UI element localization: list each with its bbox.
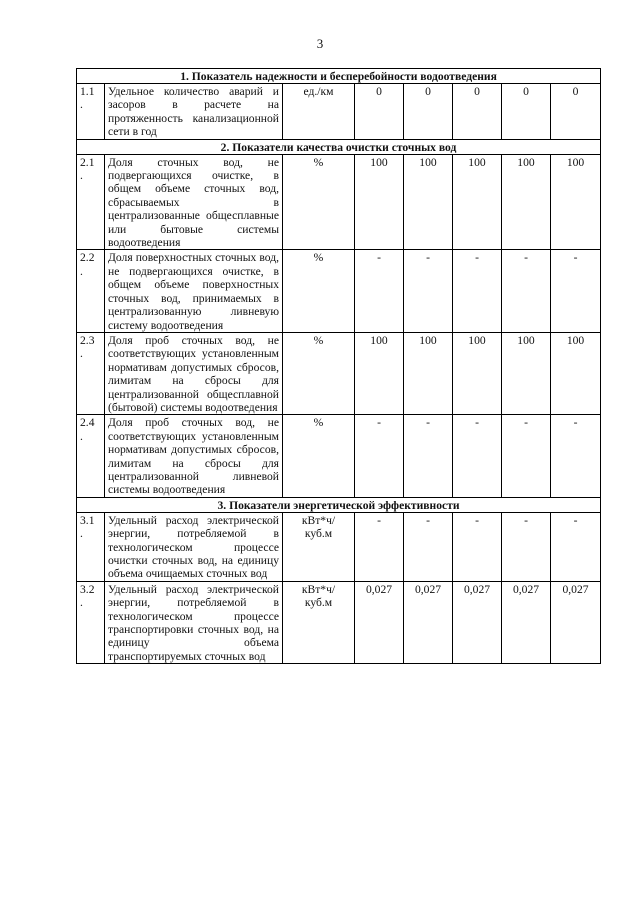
row-number: 2.3 .	[77, 332, 105, 414]
table-row	[77, 250, 601, 332]
row-value: 0,027	[404, 581, 453, 663]
row-number: 2.2 .	[77, 250, 105, 332]
row-value: -	[502, 512, 551, 581]
indicators-table	[76, 68, 601, 664]
row-description: Доля поверхностных сточных вод, не подвергающихся очистке, в общем объеме поверхностных сточных вод, принимаемых в централизованную ливневую систему водоотведения	[105, 250, 283, 332]
row-value: -	[404, 512, 453, 581]
table-row	[77, 415, 601, 497]
row-unit: %	[283, 250, 355, 332]
row-value: -	[551, 512, 601, 581]
row-description: Доля проб сточных вод, не соответствующих установленным нормативам допустимых сбросов, лимитам на сбросы для централизованной ливневой системы водоотведения	[105, 415, 283, 497]
table-row	[77, 581, 601, 663]
row-value: -	[551, 415, 601, 497]
row-number: 1.1 .	[77, 84, 105, 140]
row-value: -	[551, 250, 601, 332]
row-number: 3.2 .	[77, 581, 105, 663]
row-value: 100	[404, 154, 453, 250]
row-unit: %	[283, 415, 355, 497]
row-unit: кВт*ч/ куб.м	[283, 512, 355, 581]
row-unit: ед./км	[283, 84, 355, 140]
table-row	[77, 154, 601, 250]
row-value: 0	[551, 84, 601, 140]
section-header-row	[77, 497, 601, 512]
row-value: -	[453, 415, 502, 497]
row-value: 100	[551, 332, 601, 414]
row-value: 100	[551, 154, 601, 250]
row-value: 100	[502, 332, 551, 414]
row-value: 0,027	[453, 581, 502, 663]
table-row	[77, 512, 601, 581]
row-description: Удельный расход электрической энергии, потребляемой в технологическом процессе транспортировки сточных вод, на единицу объема транспортируемых сточных вод	[105, 581, 283, 663]
row-description: Удельный расход электрической энергии, потребляемой в технологическом процессе очистки сточных вод, на единицу объема очищаемых сточных вод	[105, 512, 283, 581]
table-row	[77, 84, 601, 140]
row-value: 0,027	[502, 581, 551, 663]
row-value: 0,027	[355, 581, 404, 663]
section-title: 3. Показатели энергетической эффективности	[77, 497, 601, 512]
row-value: 100	[502, 154, 551, 250]
row-number: 2.1 .	[77, 154, 105, 250]
section-header-row	[77, 139, 601, 154]
row-value: 0	[404, 84, 453, 140]
row-value: 0,027	[551, 581, 601, 663]
row-unit: кВт*ч/ куб.м	[283, 581, 355, 663]
row-value: -	[502, 250, 551, 332]
row-value: -	[404, 415, 453, 497]
section-title: 1. Показатель надежности и бесперебойности водоотведения	[77, 69, 601, 84]
row-value: 100	[453, 154, 502, 250]
row-value: 0	[502, 84, 551, 140]
row-value: -	[453, 512, 502, 581]
row-number: 2.4 .	[77, 415, 105, 497]
row-value: 100	[355, 332, 404, 414]
section-header-row	[77, 69, 601, 84]
row-value: -	[355, 250, 404, 332]
row-unit: %	[283, 154, 355, 250]
section-title: 2. Показатели качества очистки сточных вод	[77, 139, 601, 154]
table-row	[77, 332, 601, 414]
row-value: -	[355, 415, 404, 497]
row-value: -	[453, 250, 502, 332]
row-value: -	[502, 415, 551, 497]
row-value: 100	[404, 332, 453, 414]
page-number: 3	[316, 36, 324, 51]
row-value: -	[404, 250, 453, 332]
row-value: -	[355, 512, 404, 581]
row-value: 0	[355, 84, 404, 140]
row-description: Доля проб сточных вод, не соответствующих установленным нормативам допустимых сбросов, лимитам на сбросы для централизованной общесплавной (бытовой) системы водоотведения	[105, 332, 283, 414]
row-unit: %	[283, 332, 355, 414]
row-value: 0	[453, 84, 502, 140]
row-description: Доля сточных вод, не подвергающихся очистке, в общем объеме сточных вод, сбрасываемых в централизованные общесплавные или бытовые системы водоотведения	[105, 154, 283, 250]
table-body	[77, 69, 601, 664]
row-number: 3.1 .	[77, 512, 105, 581]
row-value: 100	[453, 332, 502, 414]
row-description: Удельное количество аварий и засоров в расчете на протяженность канализационной сети в год	[105, 84, 283, 140]
row-value: 100	[355, 154, 404, 250]
